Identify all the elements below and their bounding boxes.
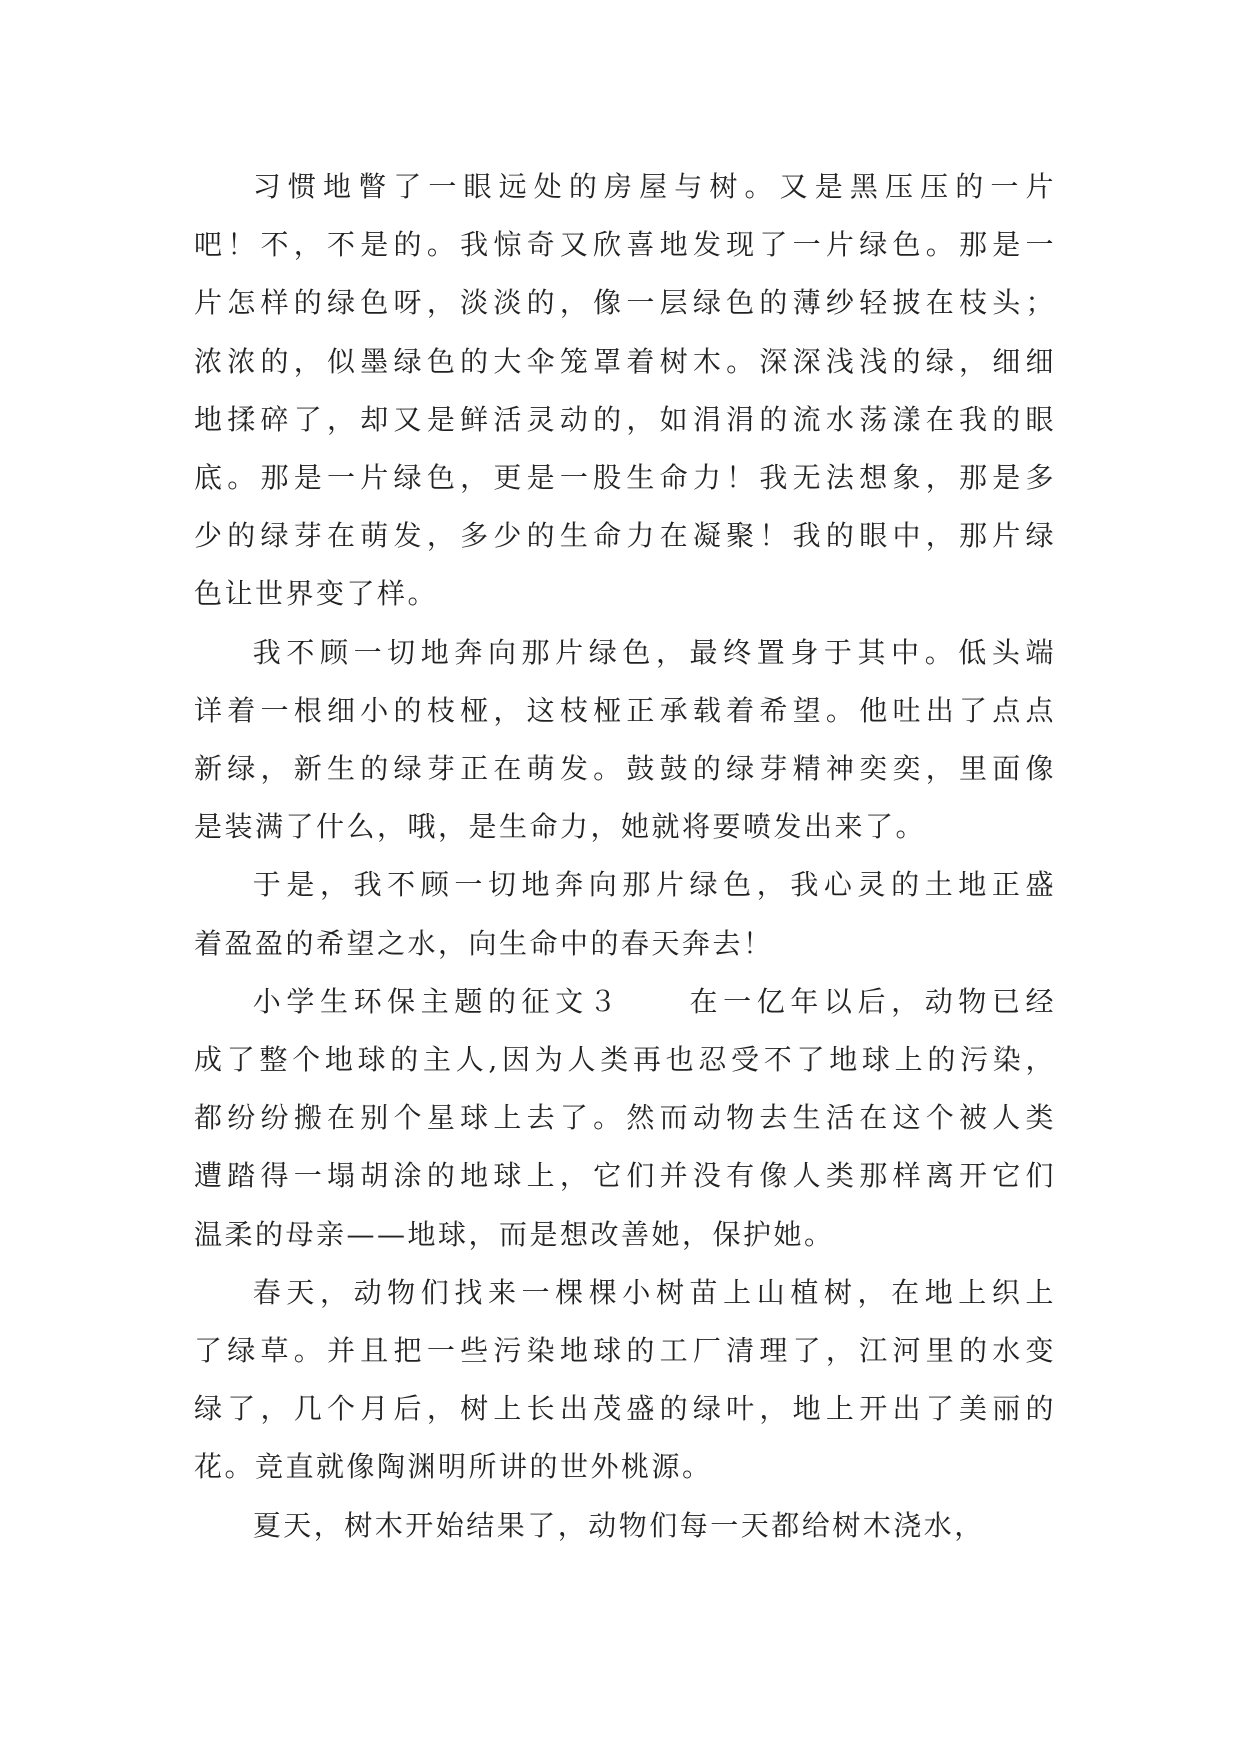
text-line: 了绿草。并且把一些污染地球的工厂清理了，江河里的水变 <box>194 1334 1056 1368</box>
text-line: 浓浓的，似墨绿色的大伞笼罩着树木。深深浅浅的绿，细细 <box>194 344 1056 378</box>
paragraph <box>194 973 1056 1264</box>
text-line: 遭踏得一塌胡涂的地球上，它们并没有像人类那样离开它们 <box>194 1159 1056 1193</box>
text-line: 详着一根细小的枝桠，这枝桠正承载着希望。他吐出了点点 <box>194 693 1056 727</box>
text-line: 色让世界变了样。 <box>194 577 439 611</box>
text-line: 绿了，几个月后，树上长出茂盛的绿叶，地上开出了美丽的 <box>194 1392 1056 1426</box>
text-line: 花。竞直就像陶渊明所讲的世外桃源。 <box>194 1450 713 1484</box>
text-line: 温柔的母亲——地球，而是想改善她，保护她。 <box>194 1217 835 1251</box>
text-line: 春天，动物们找来一棵棵小树苗上山植树，在地上织上 <box>252 1275 1056 1309</box>
paragraph <box>194 624 1056 857</box>
text-line: 习惯地瞥了一眼远处的房屋与树。又是黑压压的一片 <box>252 170 1056 203</box>
text-line: 于是，我不顾一切地奔向那片绿色，我心灵的土地正盛 <box>252 868 1056 902</box>
text-line: 都纷纷搬在别个星球上去了。然而动物去生活在这个被人类 <box>194 1101 1056 1135</box>
text-line: 吧！不，不是的。我惊奇又欣喜地发现了一片绿色。那是一 <box>194 228 1056 262</box>
text-line: 是装满了什么，哦，是生命力，她就将要喷发出来了。 <box>194 810 927 844</box>
document-body <box>194 158 1056 1555</box>
text-line: 地揉碎了，却又是鲜活灵动的，如涓涓的流水荡漾在我的眼 <box>194 402 1056 436</box>
text-line: 着盈盈的希望之水，向生命中的春天奔去！ <box>194 926 774 960</box>
paragraph <box>194 856 1056 972</box>
text-line: 片怎样的绿色呀，淡淡的，像一层绿色的薄纱轻披在枝头； <box>194 286 1056 320</box>
text-line: 小学生环保主题的征文３ 在一亿年以后，动物已经 <box>252 984 1056 1018</box>
paragraph <box>194 158 1056 624</box>
text-line: 少的绿芽在萌发，多少的生命力在凝聚！我的眼中，那片绿 <box>194 519 1056 553</box>
text-line: 底。那是一片绿色，更是一股生命力！我无法想象，那是多 <box>194 461 1056 495</box>
text-line: 我不顾一切地奔向那片绿色，最终置身于其中。低头端 <box>252 635 1056 669</box>
text-line: 成了整个地球的主人,因为人类再也忍受不了地球上的污染， <box>194 1043 1056 1077</box>
paragraph <box>194 1497 1056 1555</box>
text-line: 夏天，树木开始结果了，动物们每一天都给树木浇水， <box>252 1508 985 1542</box>
text-line: 新绿，新生的绿芽正在萌发。鼓鼓的绿芽精神奕奕，里面像 <box>194 752 1056 786</box>
paragraph <box>194 1264 1056 1497</box>
